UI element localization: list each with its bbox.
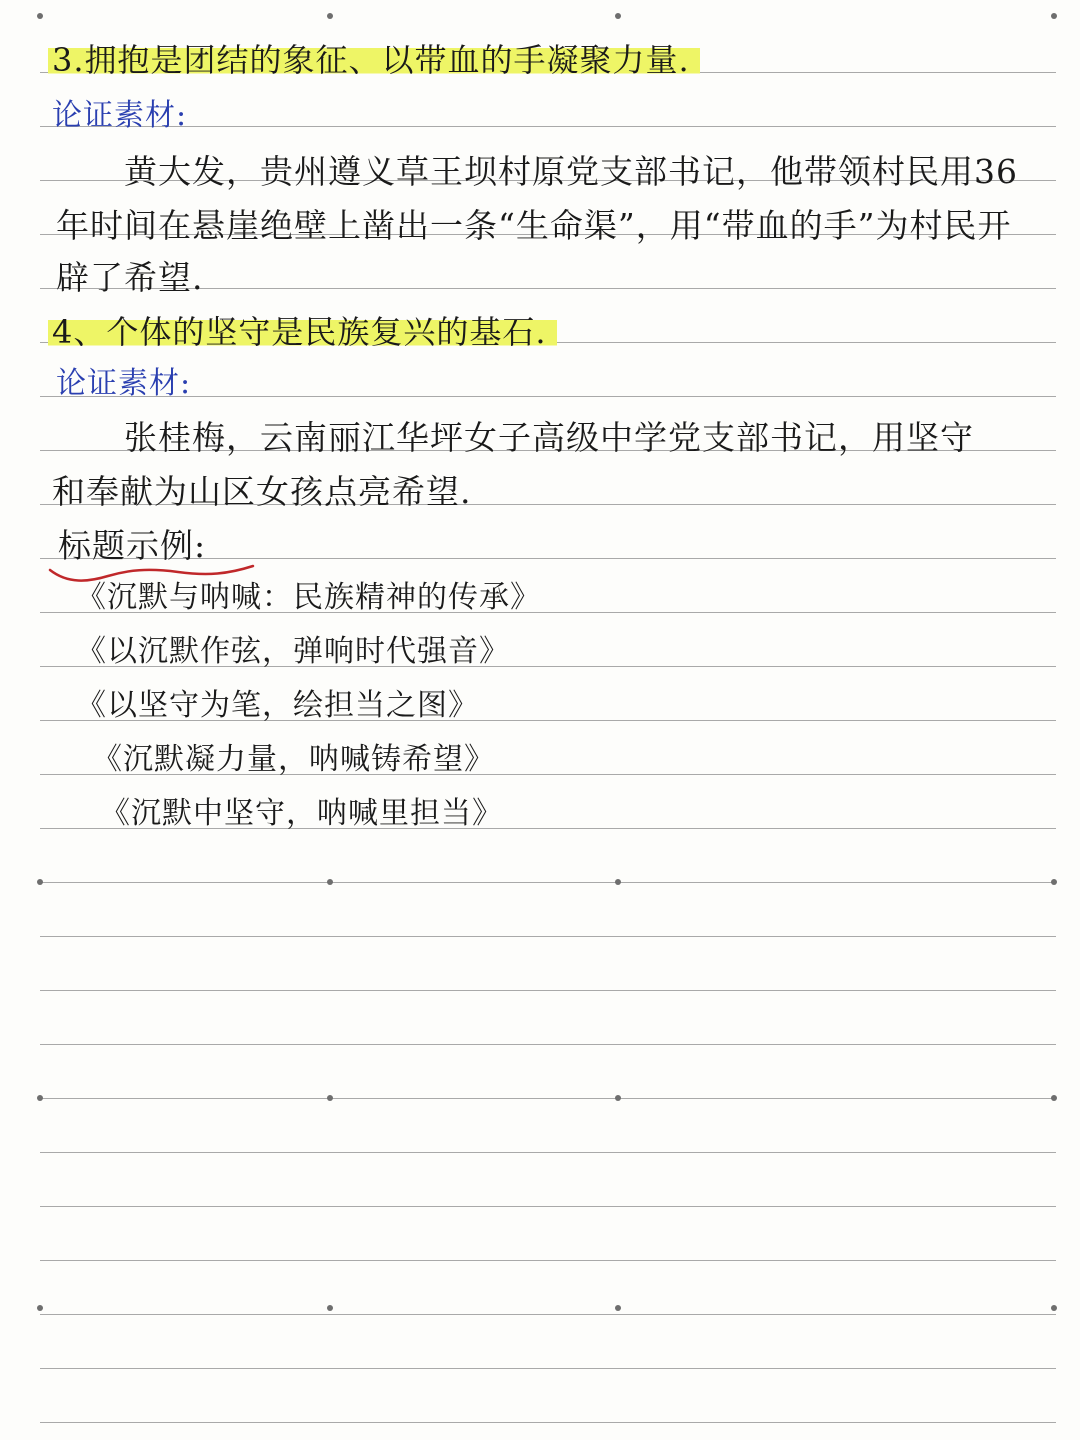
ruler-dot bbox=[37, 1095, 43, 1101]
evidence-label-1: 论证素材: bbox=[52, 98, 188, 133]
ruler-dot bbox=[37, 879, 43, 885]
material-1-line-2: 年时间在悬崖绝壁上凿出一条“生命渠”，用“带血的手”为村民开 bbox=[56, 206, 1012, 245]
ruled-line bbox=[40, 396, 1056, 397]
heading-4-text: 4、个体的坚守是民族复兴的基石. bbox=[48, 313, 557, 351]
ruler-dot bbox=[327, 879, 333, 885]
title-example-3: 《以坚守为笔，绘担当之图》 bbox=[76, 688, 479, 723]
ruler-dot bbox=[1051, 879, 1057, 885]
title-examples-label: 标题示例: bbox=[58, 526, 207, 565]
title-example-5: 《沉默中坚守，呐喊里担当》 bbox=[100, 796, 503, 831]
ruler-dot bbox=[327, 1305, 333, 1311]
ruler-dot bbox=[1051, 13, 1057, 19]
ruled-line bbox=[40, 1044, 1056, 1045]
ruled-line bbox=[40, 1422, 1056, 1423]
ruler-dot bbox=[37, 1305, 43, 1311]
ruled-line bbox=[40, 990, 1056, 991]
material-2-line-1: 张桂梅，云南丽江华坪女子高级中学党支部书记，用坚守 bbox=[124, 418, 974, 457]
ruler-dot bbox=[1051, 1095, 1057, 1101]
title-example-4: 《沉默凝力量，呐喊铸希望》 bbox=[92, 742, 495, 777]
title-example-2: 《以沉默作弦，弹响时代强音》 bbox=[76, 634, 510, 669]
ruled-line bbox=[40, 126, 1056, 127]
ruled-line bbox=[40, 1098, 1056, 1099]
ruled-line bbox=[40, 1260, 1056, 1261]
heading-3 bbox=[48, 40, 700, 80]
heading-4 bbox=[48, 312, 557, 352]
evidence-label-2: 论证素材: bbox=[56, 366, 192, 401]
ruler-dot bbox=[615, 1305, 621, 1311]
ruler-dot bbox=[615, 1095, 621, 1101]
ruled-line bbox=[40, 1152, 1056, 1153]
ruler-dot bbox=[37, 13, 43, 19]
ruler-dot bbox=[327, 1095, 333, 1101]
ruler-dot bbox=[615, 13, 621, 19]
material-2-line-2: 和奉献为山区女孩点亮希望. bbox=[52, 472, 472, 511]
ruler-dot bbox=[1051, 1305, 1057, 1311]
ruled-line bbox=[40, 1314, 1056, 1315]
material-1-line-1: 黄大发，贵州遵义草王坝村原党支部书记，他带领村民用36 bbox=[124, 152, 1018, 191]
ruler-dot bbox=[327, 13, 333, 19]
title-example-1: 《沉默与呐喊：民族精神的传承》 bbox=[76, 580, 541, 615]
ruled-line bbox=[40, 882, 1056, 883]
material-1-line-3: 辟了希望. bbox=[56, 258, 204, 297]
ruled-line bbox=[40, 1368, 1056, 1369]
ruled-line bbox=[40, 1206, 1056, 1207]
ruler-dot bbox=[615, 879, 621, 885]
ruled-line bbox=[40, 936, 1056, 937]
heading-3-text: 3.拥抱是团结的象征、以带血的手凝聚力量. bbox=[48, 41, 700, 79]
